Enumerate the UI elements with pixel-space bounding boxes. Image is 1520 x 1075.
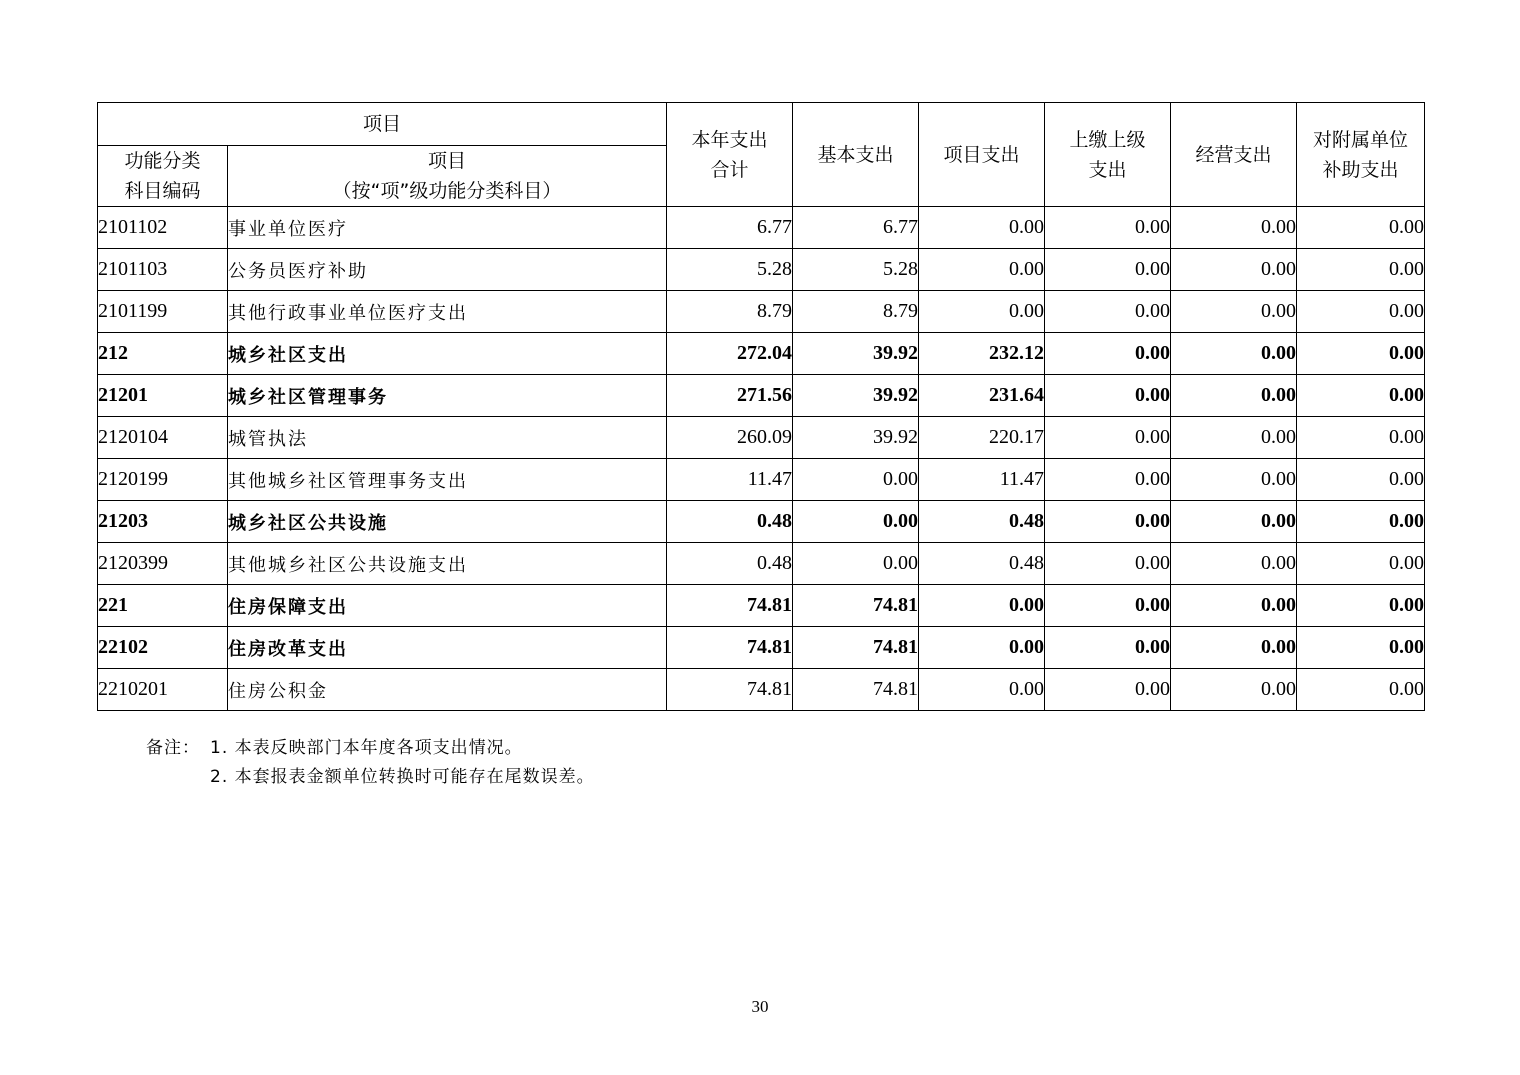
- cell-subsidy: 0.00: [1297, 417, 1425, 459]
- cell-total: 8.79: [667, 291, 793, 333]
- cell-upper: 0.00: [1045, 333, 1171, 375]
- notes-label: 备注：: [146, 738, 200, 758]
- cell-total: 74.81: [667, 669, 793, 711]
- cell-subsidy: 0.00: [1297, 459, 1425, 501]
- cell-business: 0.00: [1171, 459, 1297, 501]
- cell-subsidy: 0.00: [1297, 627, 1425, 669]
- cell-code: 221: [98, 585, 228, 627]
- cell-total: 0.48: [667, 543, 793, 585]
- table-row: [98, 501, 1425, 543]
- cell-subsidy: 0.00: [1297, 207, 1425, 249]
- cell-name: 城乡社区管理事务: [228, 375, 667, 417]
- cell-business: 0.00: [1171, 669, 1297, 711]
- table-row: [98, 585, 1425, 627]
- notes: [146, 734, 595, 792]
- cell-project: 0.48: [919, 543, 1045, 585]
- cell-subsidy: 0.00: [1297, 249, 1425, 291]
- cell-project: 0.00: [919, 627, 1045, 669]
- header-name-line2: （按“项”级功能分类科目）: [332, 180, 562, 202]
- cell-business: 0.00: [1171, 291, 1297, 333]
- cell-upper: 0.00: [1045, 501, 1171, 543]
- table-row: [98, 375, 1425, 417]
- header-upper: 上缴上级 支出: [1045, 103, 1171, 207]
- cell-project: 220.17: [919, 417, 1045, 459]
- cell-code: 2101199: [98, 291, 228, 333]
- table-row: [98, 291, 1425, 333]
- cell-basic: 0.00: [793, 501, 919, 543]
- cell-upper: 0.00: [1045, 543, 1171, 585]
- cell-basic: 0.00: [793, 459, 919, 501]
- cell-business: 0.00: [1171, 375, 1297, 417]
- cell-code: 21203: [98, 501, 228, 543]
- cell-upper: 0.00: [1045, 627, 1171, 669]
- cell-subsidy: 0.00: [1297, 375, 1425, 417]
- cell-project: 0.00: [919, 669, 1045, 711]
- header-subsidy: 对附属单位 补助支出: [1297, 103, 1425, 207]
- cell-business: 0.00: [1171, 585, 1297, 627]
- cell-total: 74.81: [667, 585, 793, 627]
- cell-business: 0.00: [1171, 249, 1297, 291]
- table-row: [98, 669, 1425, 711]
- cell-name: 其他城乡社区公共设施支出: [228, 543, 667, 585]
- cell-subsidy: 0.00: [1297, 291, 1425, 333]
- table-row: [98, 333, 1425, 375]
- header-item-group: 项目: [98, 103, 667, 146]
- header-business: 经营支出: [1171, 103, 1297, 207]
- cell-business: 0.00: [1171, 333, 1297, 375]
- cell-name: 住房改革支出: [228, 627, 667, 669]
- cell-basic: 74.81: [793, 627, 919, 669]
- cell-name: 其他城乡社区管理事务支出: [228, 459, 667, 501]
- cell-basic: 0.00: [793, 543, 919, 585]
- cell-code: 2120104: [98, 417, 228, 459]
- cell-code: 2101103: [98, 249, 228, 291]
- cell-basic: 8.79: [793, 291, 919, 333]
- table-row: [98, 459, 1425, 501]
- cell-project: 0.00: [919, 291, 1045, 333]
- cell-subsidy: 0.00: [1297, 501, 1425, 543]
- cell-code: 2120399: [98, 543, 228, 585]
- cell-name: 住房公积金: [228, 669, 667, 711]
- cell-total: 6.77: [667, 207, 793, 249]
- table-body: [98, 207, 1425, 711]
- cell-total: 74.81: [667, 627, 793, 669]
- cell-upper: 0.00: [1045, 249, 1171, 291]
- cell-name: 事业单位医疗: [228, 207, 667, 249]
- cell-business: 0.00: [1171, 501, 1297, 543]
- cell-total: 272.04: [667, 333, 793, 375]
- cell-name: 城乡社区支出: [228, 333, 667, 375]
- cell-name: 城管执法: [228, 417, 667, 459]
- cell-basic: 74.81: [793, 585, 919, 627]
- header-total: 本年支出 合计: [667, 103, 793, 207]
- cell-subsidy: 0.00: [1297, 543, 1425, 585]
- cell-total: 0.48: [667, 501, 793, 543]
- table-row: [98, 417, 1425, 459]
- cell-project: 231.64: [919, 375, 1045, 417]
- cell-basic: 39.92: [793, 333, 919, 375]
- page-number: 30: [751, 997, 769, 1016]
- cell-name: 其他行政事业单位医疗支出: [228, 291, 667, 333]
- cell-total: 271.56: [667, 375, 793, 417]
- table-row: [98, 207, 1425, 249]
- cell-project: 11.47: [919, 459, 1045, 501]
- cell-business: 0.00: [1171, 627, 1297, 669]
- cell-project: 0.48: [919, 501, 1045, 543]
- cell-upper: 0.00: [1045, 291, 1171, 333]
- cell-subsidy: 0.00: [1297, 585, 1425, 627]
- cell-upper: 0.00: [1045, 417, 1171, 459]
- table-row: [98, 543, 1425, 585]
- cell-business: 0.00: [1171, 417, 1297, 459]
- table-row: [98, 249, 1425, 291]
- cell-business: 0.00: [1171, 207, 1297, 249]
- cell-code: 212: [98, 333, 228, 375]
- cell-subsidy: 0.00: [1297, 669, 1425, 711]
- note-line-1: 1. 本表反映部门本年度各项支出情况。: [210, 738, 523, 758]
- header-name-line1: 项目: [428, 150, 467, 172]
- header-project: 项目支出: [919, 103, 1045, 207]
- cell-total: 5.28: [667, 249, 793, 291]
- cell-code: 2210201: [98, 669, 228, 711]
- cell-upper: 0.00: [1045, 669, 1171, 711]
- cell-project: 232.12: [919, 333, 1045, 375]
- table-row: [98, 627, 1425, 669]
- note-line-2: 2. 本套报表金额单位转换时可能存在尾数误差。: [210, 767, 595, 787]
- cell-name: 公务员医疗补助: [228, 249, 667, 291]
- cell-subsidy: 0.00: [1297, 333, 1425, 375]
- cell-code: 22102: [98, 627, 228, 669]
- header-name: [228, 146, 667, 207]
- cell-name: 住房保障支出: [228, 585, 667, 627]
- cell-code: 2101102: [98, 207, 228, 249]
- cell-project: 0.00: [919, 249, 1045, 291]
- cell-total: 11.47: [667, 459, 793, 501]
- cell-basic: 74.81: [793, 669, 919, 711]
- header-code: 功能分类 科目编码: [98, 146, 228, 207]
- cell-basic: 5.28: [793, 249, 919, 291]
- cell-basic: 39.92: [793, 375, 919, 417]
- cell-basic: 6.77: [793, 207, 919, 249]
- cell-business: 0.00: [1171, 543, 1297, 585]
- cell-code: 21201: [98, 375, 228, 417]
- cell-total: 260.09: [667, 417, 793, 459]
- header-basic: 基本支出: [793, 103, 919, 207]
- cell-upper: 0.00: [1045, 585, 1171, 627]
- cell-project: 0.00: [919, 207, 1045, 249]
- cell-basic: 39.92: [793, 417, 919, 459]
- cell-name: 城乡社区公共设施: [228, 501, 667, 543]
- cell-upper: 0.00: [1045, 207, 1171, 249]
- cell-upper: 0.00: [1045, 375, 1171, 417]
- cell-project: 0.00: [919, 585, 1045, 627]
- expenditure-table: [97, 102, 1425, 711]
- cell-code: 2120199: [98, 459, 228, 501]
- cell-upper: 0.00: [1045, 459, 1171, 501]
